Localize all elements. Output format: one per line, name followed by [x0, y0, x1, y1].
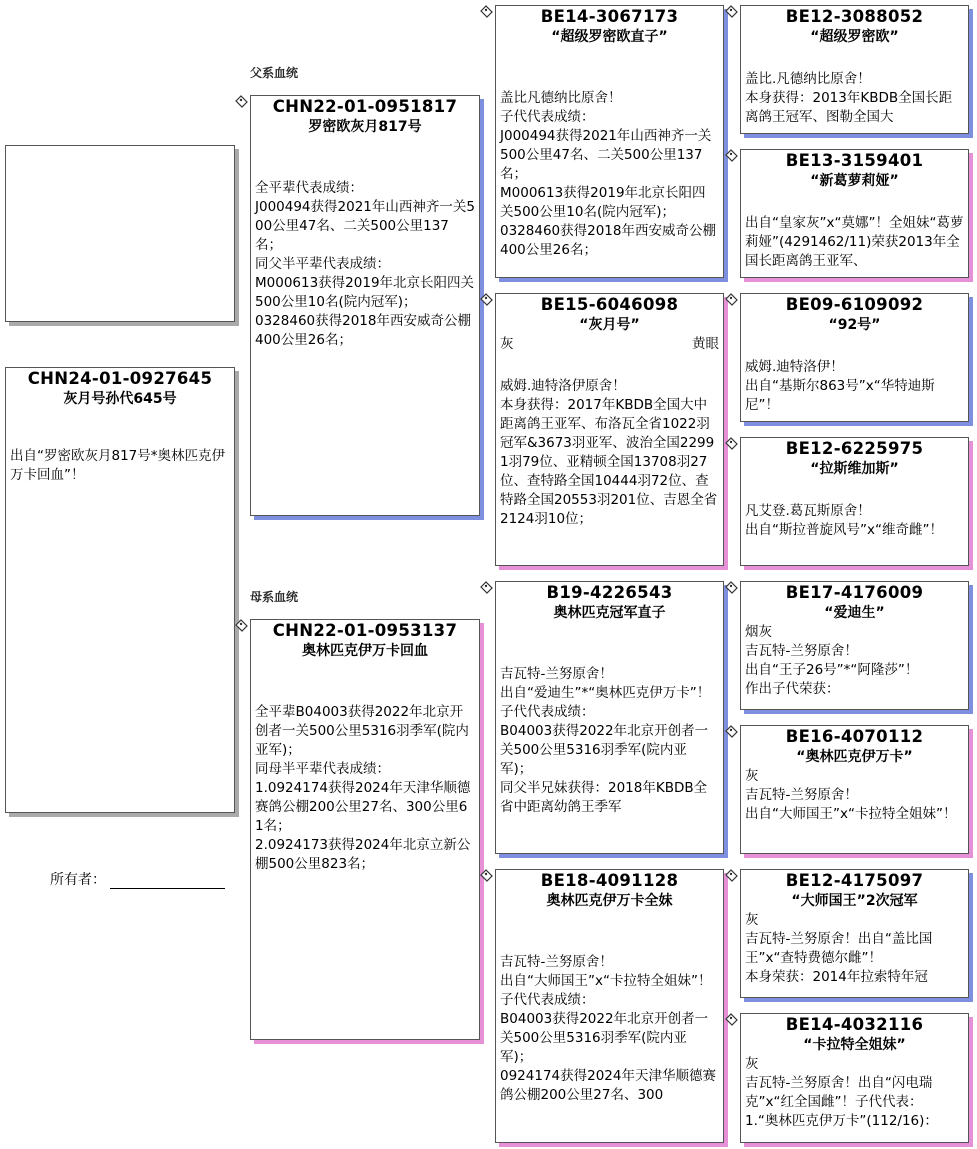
bird-notes: 出自“罗密欧灰月817号*奥林匹克伊万卡回血”！: [10, 448, 226, 483]
owner-label: 所有者：: [50, 872, 106, 888]
color-eye-row: [496, 335, 723, 354]
ring-number: BE16-4070112: [785, 727, 924, 746]
tag-icon: [479, 5, 493, 19]
tag-icon: [234, 95, 248, 109]
tag-icon: [724, 581, 738, 595]
bird-notes: 凡艾登.葛瓦斯原舍！ 出自“斯拉普旋风号”x“维奇雌”！: [745, 503, 943, 538]
ring-number: BE18-4091128: [540, 871, 679, 890]
dam-sire-card: [495, 581, 724, 854]
tag-icon: [724, 149, 738, 163]
tag-icon: [724, 293, 738, 307]
tag-icon: [479, 293, 493, 307]
ss-sire-card: [740, 5, 969, 134]
ring-number: BE09-6109092: [785, 295, 924, 314]
ring-number: BE14-4032116: [785, 1015, 924, 1034]
bird-name: “新葛萝莉娅”: [810, 173, 899, 189]
bird-name: “奥林匹克伊万卡”: [796, 749, 913, 765]
dam-card: [250, 619, 480, 1040]
bird-name: 灰月号孙代645号: [63, 391, 177, 407]
bird-notes: 灰 吉瓦特-兰努原舍！出自“盖比国王”x“查特费德尔雌”！ 本身荣获：2014年拉索特年冠: [745, 912, 933, 985]
sire-dam-card: [495, 293, 724, 566]
tag-icon: [724, 869, 738, 883]
ring-number: BE17-4176009: [785, 583, 924, 602]
bird-name: “大师国王”2次冠军: [791, 893, 918, 909]
bird-name: “卡拉特全姐妹”: [803, 1037, 906, 1053]
tag-icon: [724, 725, 738, 739]
bird-notes: 全平辈代表成绩： J000494获得2021年山西神齐一关500公里47名、二关500公里137名； 同父半平辈代表成绩： M000613获得2019年北京长阳四关500公里10名(院内冠军)； 0328460获得2018年西安威奇公棚400公里26名；: [255, 180, 475, 348]
sire-card: [250, 95, 480, 516]
ring-number: BE12-6225975: [785, 439, 924, 458]
bird-notes: 烟灰 吉瓦特-兰努原舍！ 出自“王子26号”*“阿隆莎”！ 作出子代荣获：: [745, 624, 919, 697]
dd-sire-card: [740, 869, 969, 998]
ring-number: BE12-4175097: [785, 871, 924, 890]
bird-name: 罗密欧灰月817号: [308, 119, 422, 135]
bird-name: 奥林匹克伊万卡回血: [302, 643, 428, 659]
tag-icon: [479, 869, 493, 883]
tag-icon: [234, 619, 248, 633]
owner-field: [50, 869, 225, 889]
ring-number: BE14-3067173: [540, 7, 679, 26]
bird-name: “拉斯维加斯”: [810, 461, 899, 477]
tag-icon: [479, 581, 493, 595]
ring-number: BE13-3159401: [785, 151, 924, 170]
bird-name: 奥林匹克伊万卡全妹: [546, 893, 673, 909]
sire-sire-card: [495, 5, 724, 278]
bird-notes: 灰 吉瓦特-兰努原舍！出自“闪电瑞克”x“红全国雌”！子代代表： 1.“奥林匹克伊万卡”(112/16)：: [745, 1056, 938, 1129]
ds-dam-card: [740, 725, 969, 854]
bird-notes: 威姆.迪特洛伊原舍！ 本身获得：2017年KBDB全国大中距离鸽王亚军、布洛瓦全省1022羽冠军&3673羽亚军、波治全国22991羽79位、亚精顿全国13708羽27位、查特路全国10444羽72位、查特路全国20553羽201位、吉恩全省2124羽10位；: [500, 378, 718, 527]
dam-dam-card: [495, 869, 724, 1143]
bird-notes: 出自“皇家灰”x“莫娜”！全姐妹“葛萝莉娅”(4291462/11)荣获2013年全国长距离鸽王亚军、: [745, 215, 964, 269]
dd-dam-card: [740, 1013, 969, 1143]
owner-line[interactable]: [110, 874, 225, 889]
plumage-color: 灰: [500, 336, 514, 352]
bird-notes: 全平辈B04003获得2022年北京开创者一关500公里5316羽季军(院内亚军)； 同母半平辈代表成绩： 1.0924174获得2024年天津华顺德赛鸽公棚200公里27名、300公里61名； 2.0924173获得2024年北京立新公棚500公里823名；: [255, 704, 471, 872]
bird-name: “超级罗密欧直子”: [551, 29, 668, 45]
tag-icon: [724, 437, 738, 451]
subject-card: [5, 367, 235, 813]
bird-name: 奥林匹克冠军直子: [553, 605, 666, 621]
bird-notes: 盖比凡德纳比原舍！ 子代代表成绩： J000494获得2021年山西神齐一关500公里47名、二关500公里137名； M000613获得2019年北京长阳四关500公里10名(院内冠军)； 0328460获得2018年西安威奇公棚400公里26名；: [500, 90, 716, 258]
bird-notes: 吉瓦特-兰努原舍！ 出自“大师国王”x“卡拉特全姐妹”！ 子代代表成绩： B04003获得2022年北京开创者一关500公里5316羽季军(院内亚军)； 0924174获得2024年天津华顺德赛鸽公棚200公里27名、300: [500, 954, 716, 1103]
bird-name: “92号”: [828, 317, 881, 333]
photo-box: [5, 145, 235, 322]
sd-dam-card: [740, 437, 969, 566]
ring-number: BE12-3088052: [785, 7, 924, 26]
bird-notes: 盖比.凡德纳比原舍！ 本身获得：2013年KBDB全国长距离鸽王冠军、图勒全国大: [745, 71, 953, 125]
bird-notes: 威姆.迪特洛伊！ 出自“基斯尔863号”x“华特迪斯尼”！: [745, 359, 935, 413]
ring-number: CHN24-01-0927645: [27, 369, 213, 388]
bird-name: “爱迪生”: [824, 605, 885, 621]
bird-notes: 吉瓦特-兰努原舍！ 出自“爱迪生”*“奥林匹克伊万卡”！ 子代代表成绩： B04003获得2022年北京开创者一关500公里5316羽季军(院内亚军)； 同父半兄妹获得：2018年KBDB全省中距离幼鸽王季军: [500, 666, 711, 815]
maternal-label: 母系血统: [250, 590, 299, 604]
ss-dam-card: [740, 149, 969, 278]
eye-color: 黄眼: [692, 336, 719, 352]
ring-number: CHN22-01-0953137: [272, 621, 458, 640]
bird-notes: 灰 吉瓦特-兰努原舍！ 出自“大师国王”x“卡拉特全姐妹”！: [745, 768, 957, 822]
ring-number: B19-4226543: [546, 583, 673, 602]
bird-name: “灰月号”: [579, 317, 640, 333]
sd-sire-card: [740, 293, 969, 422]
ring-number: BE15-6046098: [540, 295, 679, 314]
ds-sire-card: [740, 581, 969, 710]
tag-icon: [724, 5, 738, 19]
tag-icon: [724, 1013, 738, 1027]
bird-name: “超级罗密欧”: [810, 29, 899, 45]
ring-number: CHN22-01-0951817: [272, 97, 458, 116]
paternal-label: 父系血统: [250, 66, 299, 80]
